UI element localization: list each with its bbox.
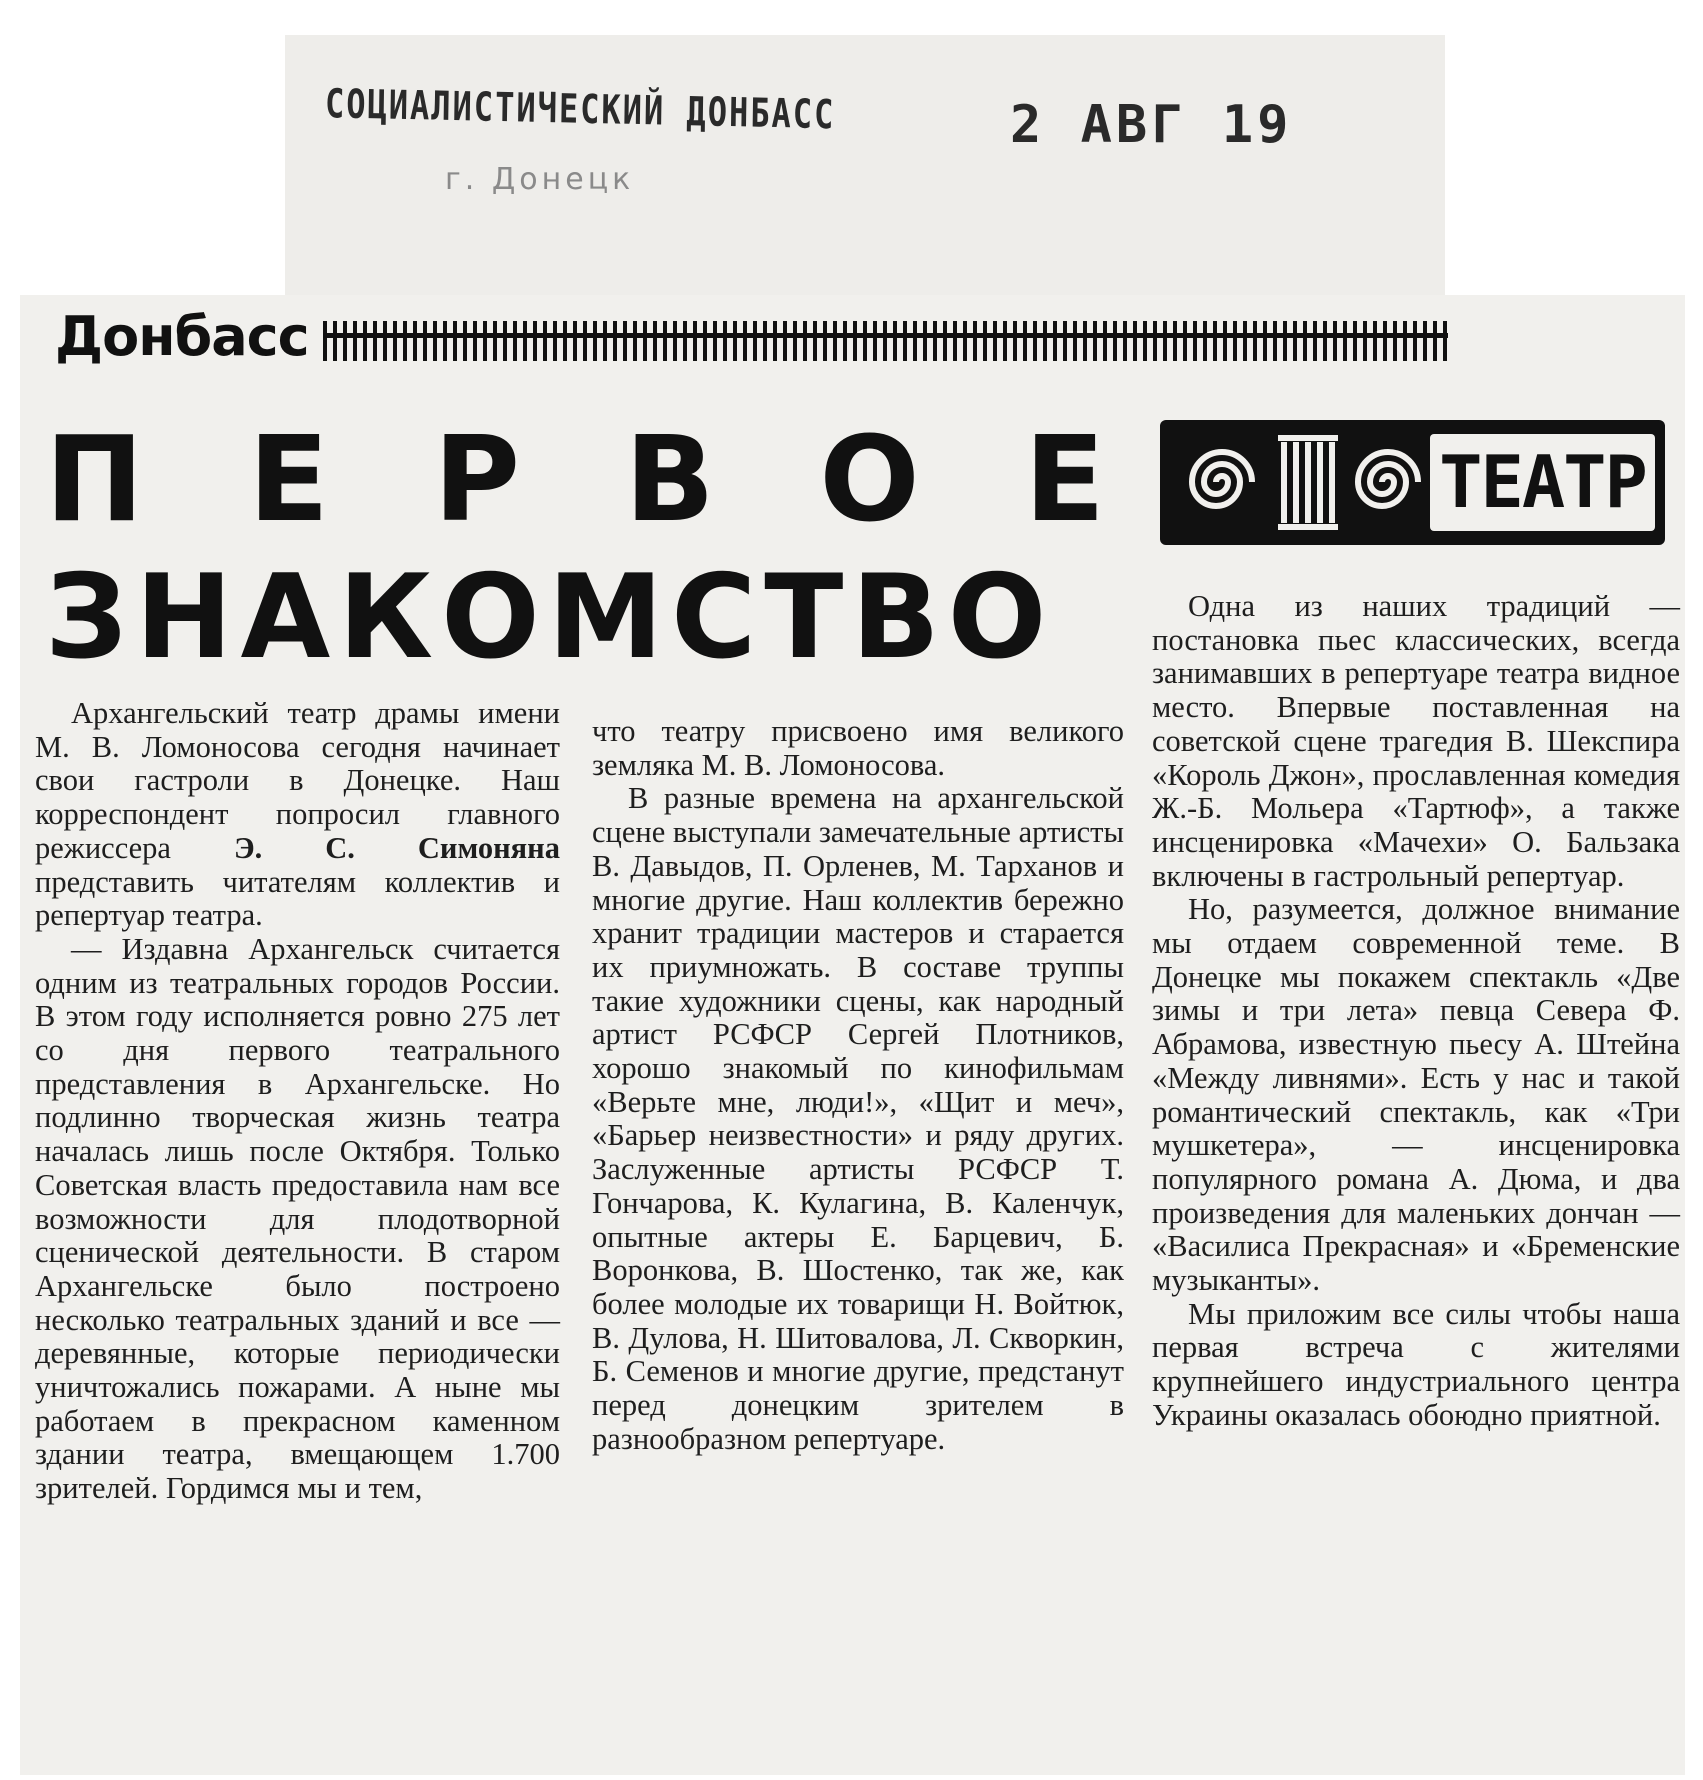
article-column-1 [35, 697, 560, 1506]
headline-letter: Е [248, 410, 330, 548]
article-intro: Архангельский театр драмы имени М. В. Ломоносова сегодня начинает свои гастроли в Донецке. Наш корреспондент попросил главного режиссера Э. С. Симоняна представить читателям коллектив и репертуар театра. [35, 696, 560, 933]
stamp-date: 2 АВГ 19 [1010, 95, 1293, 155]
headline-line-1 [45, 410, 1105, 548]
headline-letter: Р [433, 410, 521, 548]
headline-letter: В [624, 410, 715, 548]
headline-letter: П [45, 410, 144, 548]
article-column-2 [592, 715, 1124, 1456]
theatre-ornament-icon [1160, 420, 1440, 545]
section-masthead [55, 305, 1455, 375]
article-paragraph: что театру присвоено имя великого земляка М. В. Ломоносова. [592, 714, 1124, 782]
headline-letter: Е [1024, 410, 1105, 548]
article-paragraph: Одна из наших традиций — постановка пьес классических, всегда занимавших в репертуаре театра видное место. Впервые поставленная на советской сцене трагедия В. Шекспира «Король Джон», прославленная комедия Ж.-Б. Мольера «Тартюф», а также инсценировка «Мачехи» О. Бальзака включены в гастрольный репертуар. [1152, 589, 1680, 893]
article-paragraph: Мы приложим все силы чтобы наша первая встреча с жителями крупнейшего индустриального центра Украины оказалась обоюдно приятной. [1152, 1296, 1680, 1432]
stamp-city: г. Донецк [445, 162, 635, 197]
theatre-rubric-label: ТЕАТР [1430, 434, 1655, 531]
masthead-decorative-rule [323, 321, 1448, 361]
article-paragraph: — Издавна Архангельск считается одним из театральных городов России. В этом году исполняется ровно 275 лет со дня первого театрального представления в Архангельске. Но подлинно творческая жизнь театра началась лишь после Октября. Только Советская власть предоставила нам все возможности для плодотворной сценической деятельности. В старом Архангельске было построено несколько театральных зданий и все — деревянные, которые периодически уничтожались пожарами. А ныне мы работаем в прекрасном каменном здании театра, вмещающем 1.700 зрителей. Гордимся мы и тем, [35, 931, 560, 1506]
director-name: Э. С. Симоняна [233, 830, 560, 865]
headline-line-2: ЗНАКОМСТВО [45, 550, 1055, 685]
article-paragraph: В разные времена на архангельской сцене выступали замечательные артисты В. Давыдов, П. Орленев, М. Тарханов и многие другие. Наш коллектив бережно хранит традиции мастеров и старается их приумножать. В составе труппы такие художники сцены, как народный артист РСФСР Сергей Плотников, хорошо знакомый по кинофильмам «Верьте мне, люди!», «Щит и меч», «Барьер неизвестности» и ряду других. Заслуженные артисты РСФСР Т. Гончарова, К. Кулагина, В. Каленчук, опытные актеры Е. Барцевич, Б. Воронкова, В. Шостенко, так же, как более молодые их товарищи Н. Войтюк, В. Дулова, Н. Шитовалова, Л. Скворкин, Б. Семенов и многие другие, предстанут перед донецким зрителем в разнообразном репертуаре. [592, 781, 1124, 1456]
article-paragraph: Но, разумеется, должное внимание мы отдаем современной теме. В Донецке мы покажем спектакль «Две зимы и три лета» певца Севера Ф. Абрамова, известную пьесу А. Штейна «Между ливнями». Есть у нас и такой романтический спектакль, как «Три мушкетера», — инсценировка популярного романа А. Дюма, и два произведения для маленьких дончан — «Василиса Прекрасная» и «Бременские музыканты». [1152, 892, 1680, 1298]
theatre-rubric-badge [1160, 420, 1665, 545]
stamp-newspaper-name: СОЦИАЛИСТИЧЕСКИЙ ДОНБАСС [324, 79, 836, 139]
headline-letter: О [819, 410, 920, 548]
section-label: Донбасс [55, 305, 309, 368]
article-column-3 [1152, 590, 1680, 1433]
